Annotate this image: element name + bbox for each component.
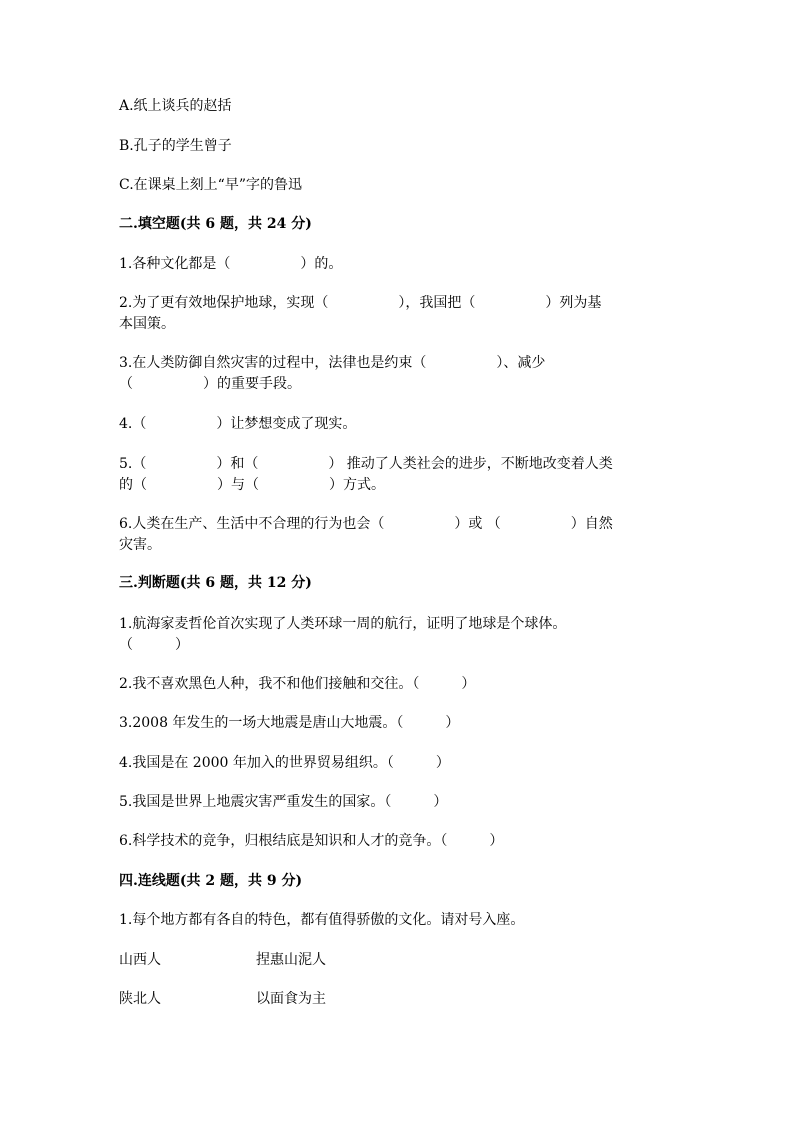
judge-question-2: 2.我不喜欢黑色人种，我不和他们接触和交往。（ ）	[119, 676, 476, 692]
matching-question-1: 1.每个地方都有各自的特色，都有值得骄傲的文化。请对号入座。	[119, 912, 525, 928]
option-b: B.孔子的学生曾子	[119, 138, 232, 154]
option-c: C.在课桌上刻上“早”字的鲁迅	[119, 177, 302, 193]
fill-question-5-line-1: 5.（ ）和（ ） 推动了人类社会的进步，不断地改变着人类	[119, 456, 613, 472]
fill-question-6-line-1: 6.人类在生产、生活中不合理的行为也会（ ）或 （ ）自然	[119, 516, 613, 532]
judge-question-1-line-2: （ ）	[119, 637, 189, 653]
matching-right-item: 捏惠山泥人	[256, 952, 326, 968]
judge-question-6: 6.科学技术的竞争，归根结底是知识和人才的竞争。（ ）	[119, 833, 504, 849]
matching-left-item: 山西人	[119, 952, 161, 968]
fill-question-1: 1.各种文化都是（ ）的。	[119, 256, 343, 272]
judge-question-5: 5.我国是世界上地震灾害严重发生的国家。（ ）	[119, 794, 448, 810]
option-a: A.纸上谈兵的赵括	[119, 98, 232, 114]
fill-question-2-line-2: 本国策。	[119, 316, 175, 332]
fill-question-3-line-2: （ ）的重要手段。	[119, 376, 301, 392]
fill-question-3-line-1: 3.在人类防御自然灾害的过程中，法律也是约束（ ）、减少	[119, 355, 546, 371]
section-heading-fill-blank: 二.填空题(共 6 题，共 24 分)	[119, 216, 312, 232]
section-heading-matching: 四.连线题(共 2 题，共 9 分)	[119, 873, 303, 889]
judge-question-1-line-1: 1.航海家麦哲伦首次实现了人类环球一周的航行，证明了地球是个球体。	[119, 616, 567, 632]
judge-question-4: 4.我国是在 2000 年加入的世界贸易组织。（ ）	[119, 755, 450, 771]
judge-question-3: 3.2008 年发生的一场大地震是唐山大地震。（ ）	[119, 715, 460, 731]
fill-question-6-line-2: 灾害。	[119, 537, 161, 553]
fill-question-2-line-1: 2.为了更有效地保护地球，实现（ ），我国把（ ）列为基	[119, 295, 602, 311]
section-heading-true-false: 三.判断题(共 6 题，共 12 分)	[119, 575, 312, 591]
matching-right-item: 以面食为主	[256, 991, 326, 1007]
fill-question-4: 4.（ ）让梦想变成了现实。	[119, 416, 357, 432]
fill-question-5-line-2: 的（ ）与（ ）方式。	[119, 477, 385, 493]
matching-left-item: 陕北人	[119, 991, 161, 1007]
